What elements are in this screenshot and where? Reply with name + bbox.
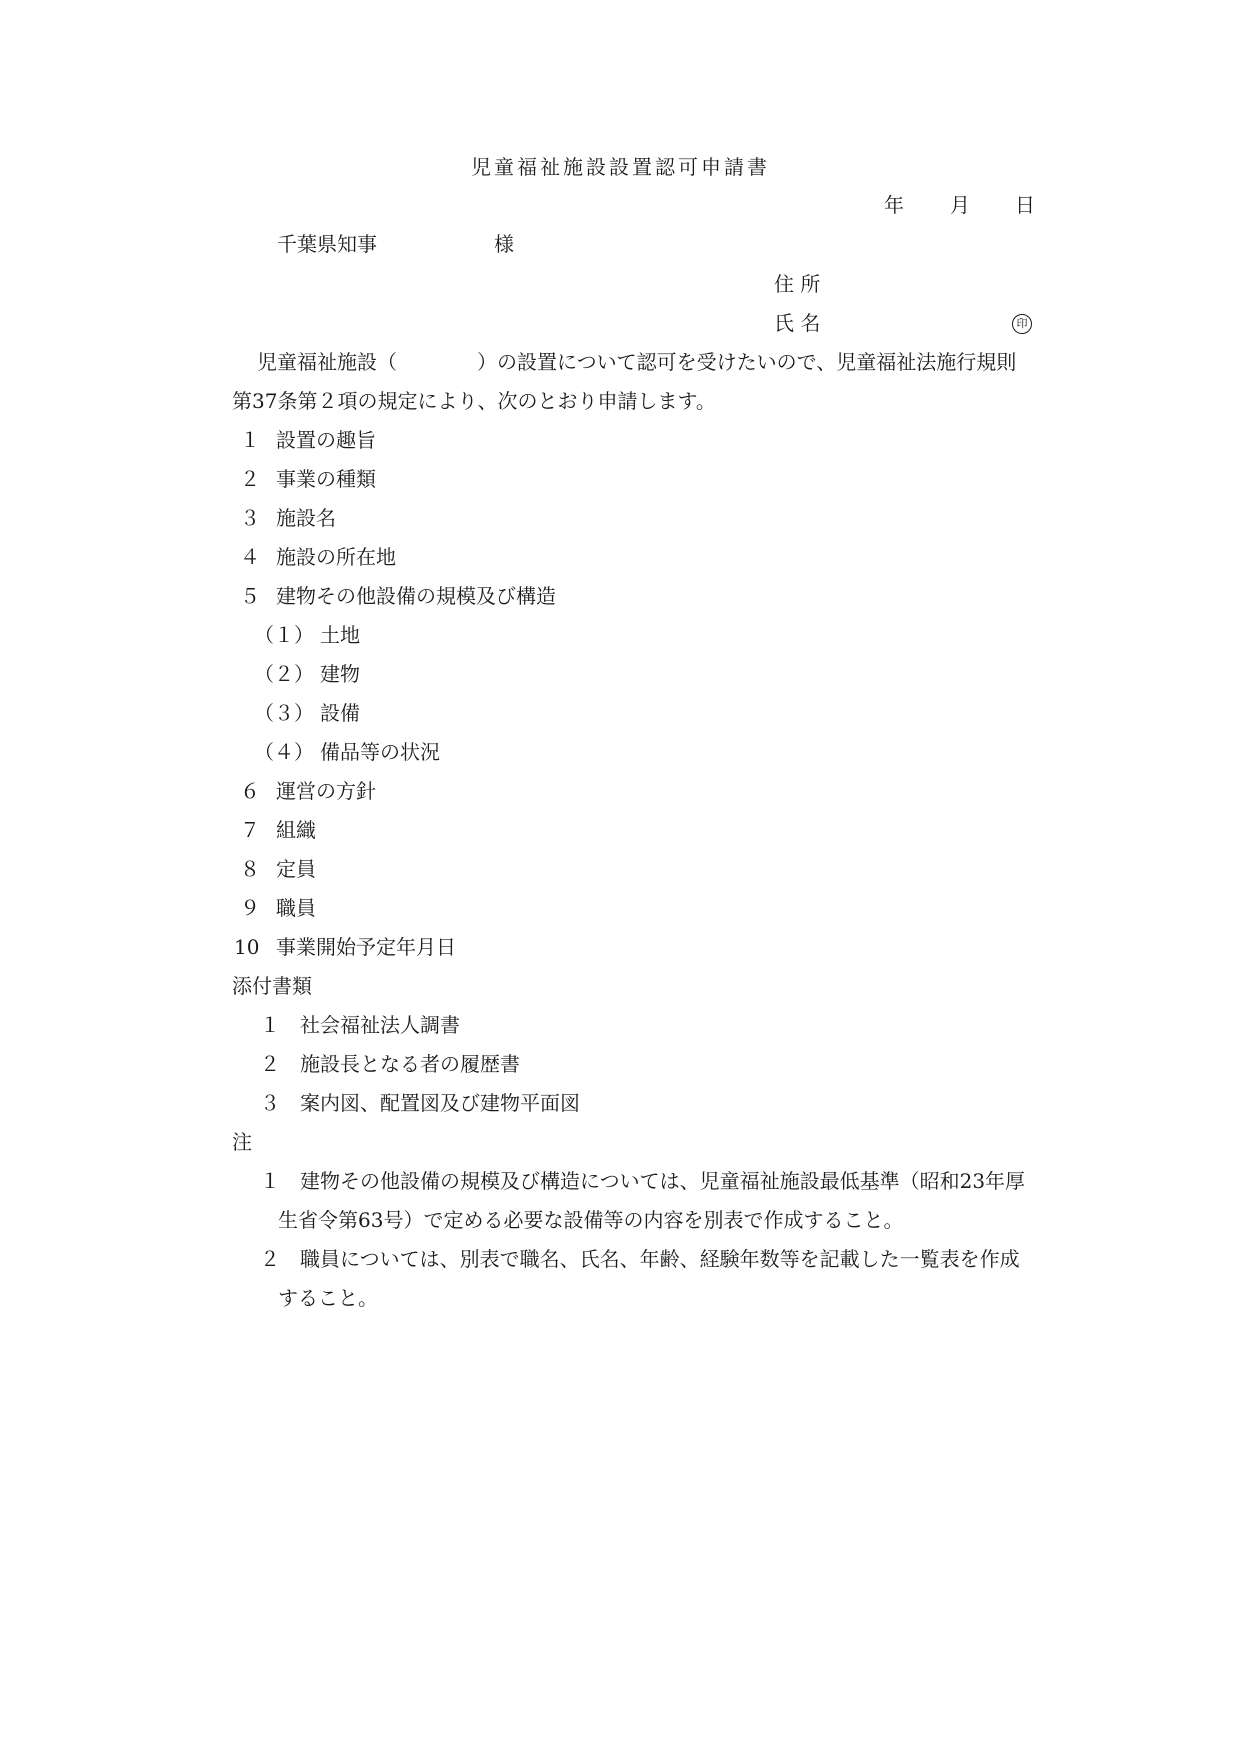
sub-list-item: （１） 土地 <box>254 623 360 647</box>
list-item: ５ 建物その他設備の規模及び構造 <box>240 584 556 608</box>
seal-mark <box>1012 312 1032 334</box>
list-item: １ 設置の趣旨 <box>240 428 376 452</box>
intro-line-2: 第37条第２項の規定により、次のとおり申請します。 <box>232 389 716 413</box>
attachment-item: １ 社会福祉法人調書 <box>260 1013 460 1037</box>
addressee-honorific: 様 <box>494 232 514 256</box>
note-item: ２ 職員については、別表で職名、氏名、年齢、経験年数等を記載した一覧表を作成 <box>260 1247 1020 1271</box>
seal-icon: 印 <box>1012 314 1032 334</box>
intro-line-1: 児童福祉施設（ ）の設置について認可を受けたいので、児童福祉法施行規則 <box>257 350 1017 374</box>
attachment-item: ３ 案内図、配置図及び建物平面図 <box>260 1091 580 1115</box>
list-item: ７ 組織 <box>240 818 316 842</box>
sub-list-item: （２） 建物 <box>254 662 360 686</box>
document-title: 児童福祉施設設置認可申請書 <box>471 155 770 179</box>
date-month: 月 <box>950 193 970 217</box>
note-item: １ 建物その他設備の規模及び構造については、児童福祉施設最低基準（昭和23年厚 <box>260 1169 1026 1193</box>
sub-list-item: （３） 設備 <box>254 701 360 725</box>
note-item-continuation: 生省令第63号）で定める必要な設備等の内容を別表で作成すること。 <box>278 1208 904 1232</box>
list-item: ６ 運営の方針 <box>240 779 376 803</box>
addressee-name: 千葉県知事 <box>277 232 377 256</box>
attachment-item: ２ 施設長となる者の履歴書 <box>260 1052 520 1076</box>
sub-list-item: （４） 備品等の状況 <box>254 740 440 764</box>
list-item: ２ 事業の種類 <box>240 467 376 491</box>
applicant-address-label: 住 所 <box>774 272 821 296</box>
list-item: ８ 定員 <box>240 857 316 881</box>
list-item: ４ 施設の所在地 <box>240 545 396 569</box>
notes-heading: 注 <box>232 1130 252 1154</box>
list-item: ３ 施設名 <box>240 506 336 530</box>
date-year: 年 <box>884 193 904 217</box>
date-day: 日 <box>1015 193 1035 217</box>
attachments-heading: 添付書類 <box>232 974 312 998</box>
list-item: ９ 職員 <box>240 896 316 920</box>
note-item-continuation: すること。 <box>278 1286 378 1310</box>
applicant-name-label: 氏 名 <box>774 311 821 335</box>
list-item: 10 事業開始予定年月日 <box>234 935 456 959</box>
